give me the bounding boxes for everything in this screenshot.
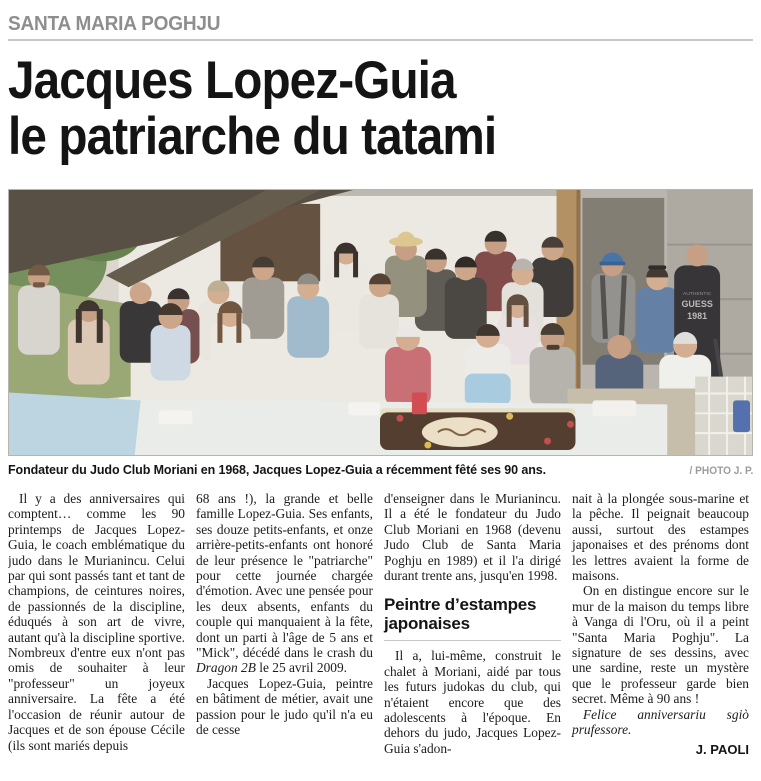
subhead-rule (384, 640, 561, 641)
paragraph: nait à la plongée sous-marine et la pêche. Il peignait beaucoup aussi, surtout des estampes japonaises et des prénoms dont les lettres avaient la forme de maisons. (572, 491, 749, 584)
article-subhead: Peintre d’estampes japonaises (384, 595, 537, 634)
paragraph: Il a, lui-même, construit le chalet à Moriani, aidé par tous les futurs judokas du club, qui n'étaient encore que des adolescents à l'époque. En dehors du judo, Jacques Lopez-Guia s'adon- (384, 648, 561, 756)
article-column-1 (8, 491, 185, 768)
paragraph: On en distingue encore sur le mur de la maison du temps libre à Vanga di l'Oru, où il a peint "Santa Maria Poghju". La signature de ses dessins, avec une sardine, reste un mystère que le professeur garde bien secret. Même à 90 ans ! (572, 583, 749, 707)
paragraph (196, 491, 373, 676)
article-column-4 (572, 491, 749, 768)
article-column-3 (384, 491, 561, 768)
section-kicker: SANTA MARIA POGHJU (8, 13, 221, 35)
svg-text:GUESS: GUESS (681, 299, 713, 310)
caption-row (8, 463, 753, 477)
article-column-2 (196, 491, 373, 768)
paragraph: d'enseigner dans le Murianincu. Il a été le fondateur du Judo Club Moriani en 1968 (devenu Judo Club de Santa Maria Poghju en 1989) et il l'a dirigé durant trente ans, jusqu'en 1998. (384, 491, 561, 584)
article-body (8, 491, 753, 768)
paragraph-text: 68 ans !), la grande et belle famille Lopez-Guia. Ses enfants, ses douze petits-enfants, et onze arrière-petits-enfants ont honoré de leur présence le "patriarche" pour cette journée chargée d'émotion. Avec une pensée pour les deux absents, enfants du couple qui manquaient à la fête, dont un parti à l'âge de 5 ans et "Mick", décédé dans le crash du (196, 491, 373, 661)
paragraph: Jacques Lopez-Guia, peintre en bâtiment de métier, avait une passion pour le judo qu'il n'a eu de cesse (196, 675, 373, 738)
photo-illustration (9, 190, 752, 455)
photo-caption: Fondateur du Judo Club Moriani en 1968, Jacques Lopez-Guia a récemment fêté ses 90 ans. (8, 463, 546, 477)
photo-credit: / PHOTO J. P. (689, 465, 753, 477)
author-byline: J. PAOLI (695, 741, 749, 757)
article-photo (8, 189, 753, 456)
photo-haze (9, 190, 752, 455)
paragraph: Il y a des anniversaires qui comptent… comme les 90 printemps de Jacques Lopez-Guia, le coach emblématique du judo dans le Murianincu. Celui par qui sont passés tant et tant de champions, de ceintures noires, de passionnés de la discipline, éduqués à son art de vivre, autant qu'à la discipline sportive. Nombreux d'entre eux n'ont pas omis de souhaiter à leur "professeur" un joyeux anniversaire. La fête a été l'occasion de réunir autour de Jacques et de son épouse Cécile (ils sont mariés depuis (8, 491, 185, 753)
svg-text:1981: 1981 (687, 311, 708, 322)
headline-line1: Jacques Lopez-Guia (8, 51, 456, 110)
kicker-rule (8, 39, 753, 41)
closing-italic-paragraph: Felice anniversariu sgiò prufessore. (572, 706, 749, 738)
italic-title: Dragon 2B (196, 660, 256, 676)
svg-text:AUTHENTIC: AUTHENTIC (682, 292, 712, 298)
newspaper-page (0, 13, 761, 768)
article-headline (8, 53, 679, 165)
paragraph-text: le 25 avril 2009. (255, 660, 348, 676)
headline-line2: le patriarche du tatami (8, 107, 497, 166)
